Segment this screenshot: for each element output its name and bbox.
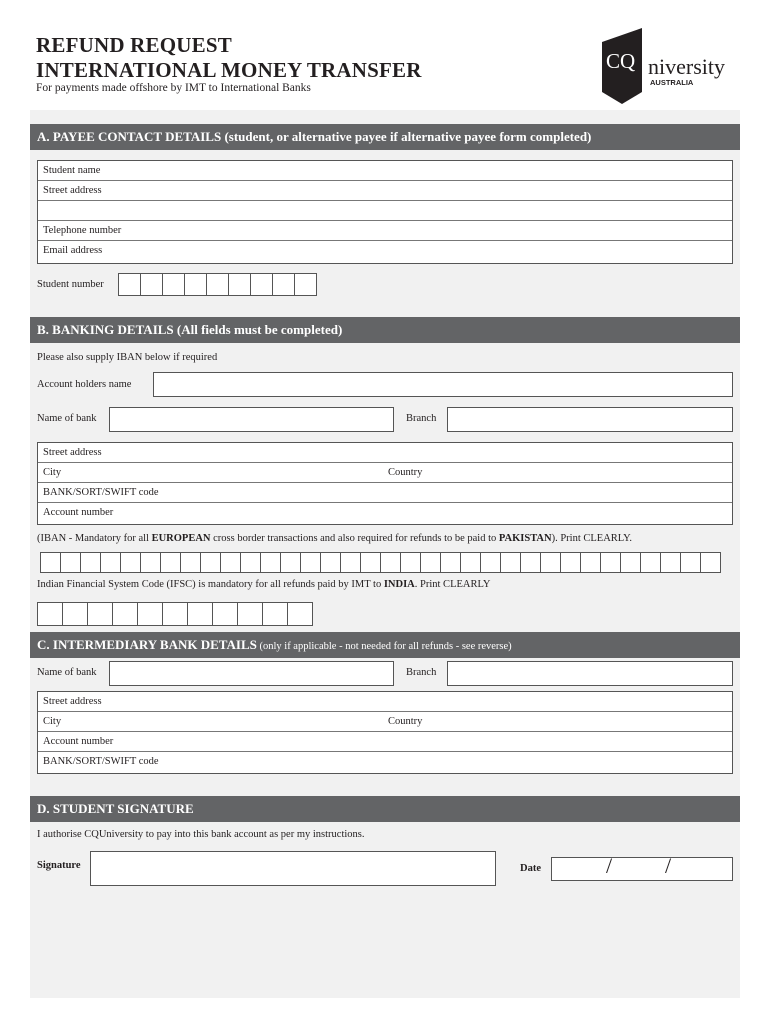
iban-cell[interactable] [440, 552, 461, 573]
student-name-field[interactable] [38, 161, 732, 181]
iban-cell[interactable] [280, 552, 301, 573]
iban-cell[interactable] [560, 552, 581, 573]
street-address-line2-field[interactable] [38, 201, 732, 221]
iban-cell[interactable] [620, 552, 641, 573]
form-title [36, 33, 422, 83]
iban-cell[interactable] [660, 552, 681, 573]
iban-cell[interactable] [580, 552, 601, 573]
iban-cell[interactable] [380, 552, 401, 573]
bank-swift-field[interactable] [38, 483, 732, 503]
iban-cell[interactable] [120, 552, 141, 573]
intermediary-street-label: Street address [43, 696, 102, 707]
payee-contact-table [37, 160, 733, 264]
iban-cell[interactable] [180, 552, 201, 573]
authorise-text: I authorise CQUniversity to pay into this bank account as per my instructions. [37, 829, 365, 840]
iban-note-part: (IBAN - Mandatory for all [37, 533, 152, 544]
iban-cell[interactable] [420, 552, 441, 573]
date-separator-1: / [606, 853, 613, 878]
iban-cell[interactable] [400, 552, 421, 573]
iban-cell[interactable] [80, 552, 101, 573]
iban-cell[interactable] [600, 552, 621, 573]
iban-cell[interactable] [100, 552, 121, 573]
bank-city-field[interactable] [38, 463, 732, 483]
ifsc-cell[interactable] [62, 602, 88, 626]
branch-label: Branch [406, 413, 437, 424]
ifsc-cell[interactable] [162, 602, 188, 626]
email-address-field[interactable] [38, 241, 732, 261]
telephone-number-label: Telephone number [43, 225, 122, 236]
iban-note-part: cross border transactions and also required for refunds to be paid to [210, 533, 499, 544]
iban-cell[interactable] [200, 552, 221, 573]
intermediary-address-table [37, 691, 733, 774]
ifsc-cell[interactable] [137, 602, 163, 626]
iban-cell[interactable] [160, 552, 181, 573]
iban-cell[interactable] [140, 552, 161, 573]
ifsc-cell[interactable] [37, 602, 63, 626]
intermediary-swift-field[interactable] [38, 752, 732, 772]
email-address-label: Email address [43, 245, 103, 256]
bank-swift-label: BANK/SORT/SWIFT code [43, 487, 159, 498]
iban-cell[interactable] [40, 552, 61, 573]
iban-hint: Please also supply IBAN below if required [37, 352, 218, 363]
telephone-number-field[interactable] [38, 221, 732, 241]
iban-cell[interactable] [700, 552, 721, 573]
student-number-cell[interactable] [140, 273, 163, 296]
iban-cell[interactable] [520, 552, 541, 573]
intermediary-bank-input[interactable] [109, 661, 394, 686]
iban-cell[interactable] [540, 552, 561, 573]
section-c-title: C. INTERMEDIARY BANK DETAILS [37, 637, 257, 652]
form-subtitle: For payments made offshore by IMT to International Banks [36, 82, 311, 94]
intermediary-account-field[interactable] [38, 732, 732, 752]
bank-city-label: City [43, 467, 62, 478]
student-number-cells[interactable] [118, 273, 317, 296]
iban-cell[interactable] [480, 552, 501, 573]
ifsc-cell[interactable] [287, 602, 313, 626]
ifsc-cell[interactable] [237, 602, 263, 626]
student-number-cell[interactable] [162, 273, 185, 296]
ifsc-cell[interactable] [87, 602, 113, 626]
ifsc-cell[interactable] [112, 602, 138, 626]
intermediary-country-label: Country [388, 716, 423, 727]
iban-cell[interactable] [360, 552, 381, 573]
street-address-field[interactable] [38, 181, 732, 201]
iban-cell[interactable] [640, 552, 661, 573]
bank-address-table [37, 442, 733, 525]
signature-input[interactable] [90, 851, 496, 886]
iban-cell[interactable] [260, 552, 281, 573]
account-holders-label: Account holders name [37, 379, 132, 390]
intermediary-street-field[interactable] [38, 692, 732, 712]
iban-note [37, 533, 632, 544]
ifsc-cells[interactable] [37, 602, 313, 626]
student-name-label: Student name [43, 165, 101, 176]
section-c-note: (only if applicable - not needed for all refunds - see reverse) [256, 641, 512, 652]
street-address-label: Street address [43, 185, 102, 196]
date-label: Date [520, 863, 541, 874]
iban-cell[interactable] [60, 552, 81, 573]
date-separator-2: / [665, 853, 672, 878]
student-number-cell[interactable] [118, 273, 141, 296]
ifsc-note-india: INDIA [383, 579, 415, 590]
student-number-cell[interactable] [206, 273, 229, 296]
bank-street-address-label: Street address [43, 447, 102, 458]
student-number-label: Student number [37, 279, 104, 290]
ifsc-note-part: Indian Financial System Code (IFSC) is mandatory for all refunds paid by IMT to [37, 579, 384, 590]
cquniversity-logo [598, 28, 738, 106]
bank-country-label: Country [388, 467, 423, 478]
section-a-header: A. PAYEE CONTACT DETAILS (student, or alternative payee if alternative payee form completed) [30, 124, 740, 150]
iban-note-part: ). Print CLEARLY. [551, 533, 633, 544]
iban-note-europe: EUROPEAN [151, 533, 211, 544]
section-d-header: D. STUDENT SIGNATURE [30, 796, 740, 822]
iban-note-pakistan: PAKISTAN [498, 533, 552, 544]
iban-cell[interactable] [340, 552, 361, 573]
title-line-1: REFUND REQUEST [36, 33, 232, 57]
bank-street-address-field[interactable] [38, 443, 732, 463]
iban-cells[interactable] [40, 552, 721, 573]
intermediary-bank-label: Name of bank [37, 667, 97, 678]
intermediary-city-label: City [43, 716, 62, 727]
branch-input[interactable] [447, 407, 733, 432]
name-of-bank-label: Name of bank [37, 413, 97, 424]
ifsc-cell[interactable] [212, 602, 238, 626]
intermediary-branch-label: Branch [406, 667, 437, 678]
ifsc-cell[interactable] [187, 602, 213, 626]
title-line-2: INTERNATIONAL MONEY TRANSFER [36, 58, 422, 82]
bank-account-number-label: Account number [43, 507, 114, 518]
student-number-cell[interactable] [228, 273, 251, 296]
iban-cell[interactable] [300, 552, 321, 573]
intermediary-branch-input[interactable] [447, 661, 733, 686]
iban-cell[interactable] [220, 552, 241, 573]
intermediary-swift-label: BANK/SORT/SWIFT code [43, 756, 159, 767]
ifsc-note [37, 579, 490, 590]
section-c-header [30, 632, 740, 658]
name-of-bank-input[interactable] [109, 407, 394, 432]
iban-cell[interactable] [500, 552, 521, 573]
iban-cell[interactable] [320, 552, 341, 573]
iban-cell[interactable] [240, 552, 261, 573]
student-number-cell[interactable] [272, 273, 295, 296]
signature-label: Signature [37, 860, 81, 871]
logo-country-text: AUSTRALIA [650, 78, 694, 87]
iban-cell[interactable] [680, 552, 701, 573]
ifsc-cell[interactable] [262, 602, 288, 626]
iban-cell[interactable] [460, 552, 481, 573]
bank-account-number-field[interactable] [38, 503, 732, 523]
logo-cq-text: CQ [606, 49, 636, 73]
section-b-header: B. BANKING DETAILS (All fields must be completed) [30, 317, 740, 343]
account-holders-input[interactable] [153, 372, 733, 397]
student-number-cell[interactable] [184, 273, 207, 296]
date-input[interactable] [551, 857, 733, 881]
intermediary-city-field[interactable] [38, 712, 732, 732]
student-number-cell[interactable] [294, 273, 317, 296]
ifsc-note-part: . Print CLEARLY [414, 579, 491, 590]
logo-university-text: niversity [648, 54, 725, 79]
student-number-cell[interactable] [250, 273, 273, 296]
intermediary-account-label: Account number [43, 736, 114, 747]
